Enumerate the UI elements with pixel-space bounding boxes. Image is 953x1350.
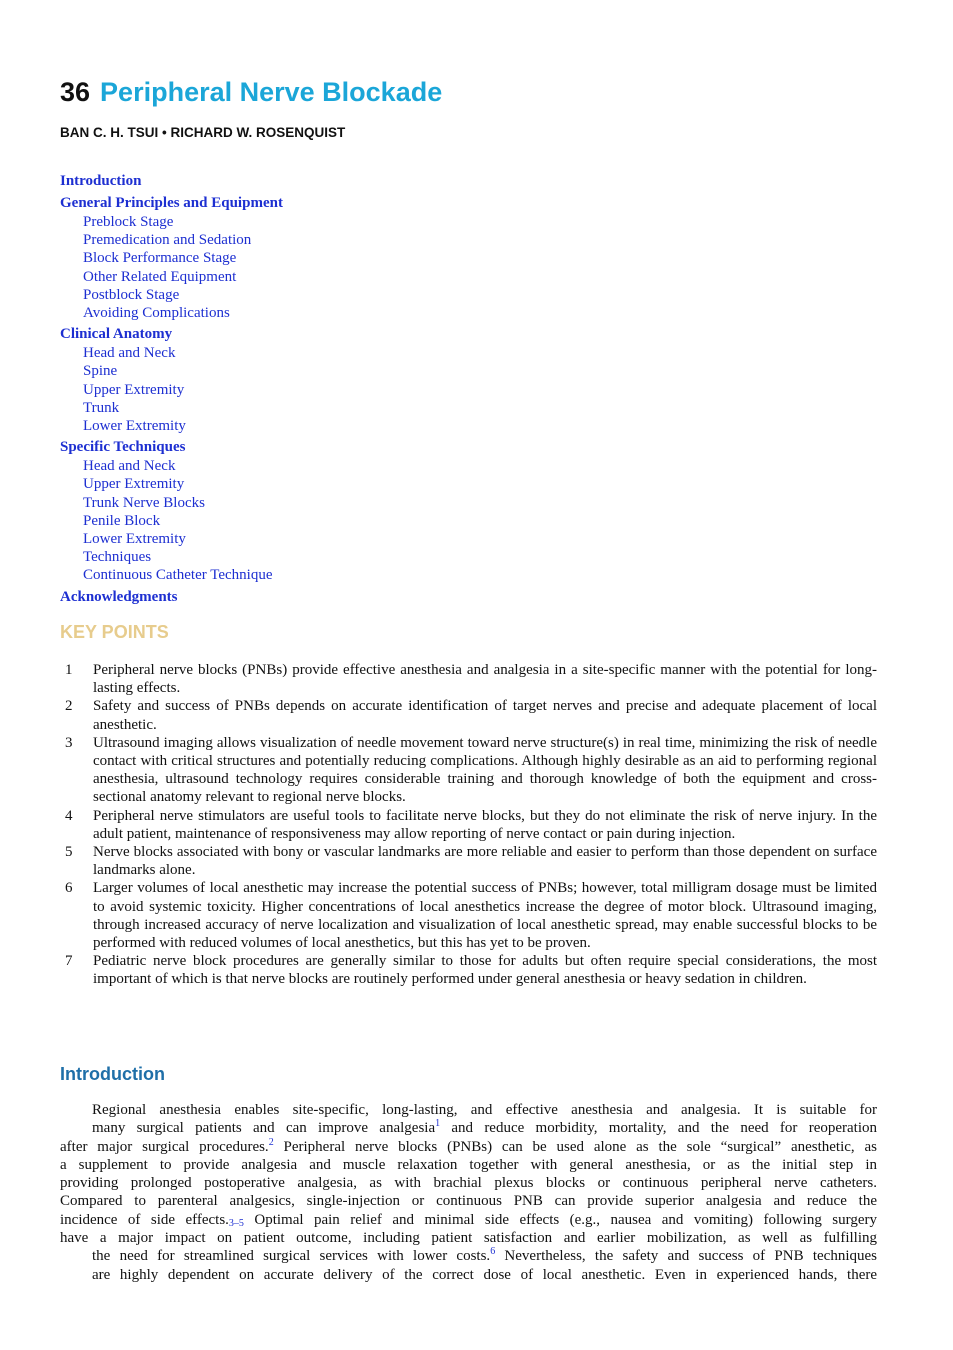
- text-run: Peripheral nerve blocks (PNBs) can be used alone as the sole “surgical” anesthetic, as: [273, 1138, 877, 1155]
- text-run: Compared to parenteral analgesics, single-injection or continuous PNB can provide superior analgesia and reduce the: [60, 1193, 877, 1210]
- key-point: [60, 807, 877, 843]
- paragraph-line: [60, 1229, 877, 1247]
- key-point-number: 1: [65, 662, 73, 678]
- outline-link-tech-head-neck[interactable]: Head and Neck: [83, 458, 176, 475]
- outline-link-tech-trunk-nerve-blocks[interactable]: Trunk Nerve Blocks: [83, 494, 205, 511]
- citation-link[interactable]: 2: [268, 1136, 274, 1148]
- key-point-text: Ultrasound imaging allows visualization of needle movement toward nerve structure(s) in real time, minimizing the risk of needle contact with critical structures and potentially reducing complications. Although highly desirable as an aid to performing regional anesthesia, ultrasound technology requires considerable training and thorough knowledge of both the equipment and cross-sectional anatomy relevant to regional nerve blocks.: [93, 734, 877, 806]
- introduction-paragraph: [60, 1101, 877, 1284]
- chapter-title: Peripheral Nerve Blockade: [100, 77, 443, 107]
- outline-link-tech-techniques[interactable]: Techniques: [83, 549, 152, 566]
- key-point-number: 4: [65, 807, 73, 824]
- key-point-number: 7: [65, 953, 73, 970]
- key-point-text: Pediatric nerve block procedures are generally similar to those for adults but often require special considerations, the most important of which is that nerve blocks are routinely performed under general anesthesia or heavy sedation in children.: [93, 953, 877, 988]
- text-run: providing prolonged postoperative analgesia, as with brachial plexus blocks or continuous peripheral nerve catheters.: [60, 1175, 877, 1192]
- key-point-number: 6: [65, 880, 73, 897]
- text-run: a supplement to provide analgesia and muscle relaxation together with general anesthesia, or as the initial step in: [60, 1156, 877, 1173]
- text-run: have a major impact on patient outcome, including patient satisfaction and earlier mobilization, as well as fulfilling: [60, 1230, 877, 1247]
- citation-link[interactable]: 1: [435, 1118, 441, 1130]
- key-point: [60, 879, 877, 952]
- outline-link-general-principles[interactable]: General Principles and Equipment: [60, 195, 283, 211]
- text-run: Regional anesthesia enables site-specific, long-lasting, and effective anesthesia and analgesia. It is suitable for: [92, 1102, 877, 1118]
- key-point-number: 2: [65, 698, 73, 715]
- chapter-number: 36: [60, 77, 91, 107]
- paragraph-line: [60, 1138, 877, 1156]
- key-point: [60, 697, 877, 733]
- key-point: [60, 661, 877, 697]
- key-point-text: Peripheral nerve blocks (PNBs) provide effective anesthesia and analgesia in a site-specific manner with the potential for long-lasting effects.: [93, 662, 877, 697]
- outline-link-premedication[interactable]: Premedication and Sedation: [83, 232, 252, 249]
- citation-link[interactable]: 3–5: [228, 1217, 244, 1229]
- key-points-list: [60, 661, 877, 989]
- text-run: incidence of side effects.: [60, 1211, 229, 1228]
- text-run: and reduce morbidity, mortality, and the need for reoperation: [440, 1120, 877, 1137]
- outline-link-anatomy-lower-extremity[interactable]: Lower Extremity: [83, 418, 186, 435]
- text-run: Optimal pain relief and minimal side effects (e.g., nausea and vomiting) following surgery: [243, 1211, 877, 1228]
- chapter-outline: [60, 172, 283, 607]
- citation-link[interactable]: 6: [490, 1246, 496, 1258]
- outline-link-acknowledgments[interactable]: Acknowledgments: [60, 588, 178, 605]
- key-point: [60, 734, 877, 807]
- outline-link-tech-penile-block[interactable]: Penile Block: [83, 512, 161, 529]
- text-run: the need for streamlined surgical services with lower costs.: [92, 1248, 491, 1265]
- outline-link-block-performance[interactable]: Block Performance Stage: [83, 250, 237, 267]
- paragraph-line: [60, 1192, 877, 1210]
- outline-link-introduction[interactable]: Introduction: [60, 173, 142, 189]
- outline-link-specific-techniques[interactable]: Specific Techniques: [60, 439, 186, 456]
- chapter-heading: [60, 77, 442, 108]
- key-point: [60, 952, 877, 988]
- outline-link-tech-lower-extremity[interactable]: Lower Extremity: [83, 531, 186, 548]
- outline-link-postblock-stage[interactable]: Postblock Stage: [83, 286, 180, 303]
- introduction-heading: Introduction: [60, 1064, 165, 1084]
- paragraph-line: [60, 1119, 877, 1137]
- outline-link-anatomy-head-neck[interactable]: Head and Neck: [83, 345, 176, 362]
- outline-link-tech-continuous-catheter[interactable]: Continuous Catheter Technique: [83, 567, 273, 584]
- outline-link-avoiding-complications[interactable]: Avoiding Complications: [83, 305, 230, 322]
- key-point-text: Larger volumes of local anesthetic may increase the potential success of PNBs; however, total milligram dosage must be limited to avoid systemic toxicity. Higher concentrations of local anesthetics increase the degree of motor block. Ultrasound imaging, through increased accuracy of nerve localization and visualization of local anesthetic spread, may enable successful blocks to be performed with reduced volumes of local anesthetics, but this has yet to be proven.: [93, 880, 877, 952]
- key-point-text: Nerve blocks associated with bony or vascular landmarks are more reliable and easier to perform than those dependent on surface landmarks alone.: [93, 844, 877, 879]
- text-run: after major surgical procedures.: [60, 1138, 269, 1155]
- paragraph-line: [60, 1174, 877, 1192]
- paragraph-line: [60, 1101, 877, 1119]
- outline-link-anatomy-spine[interactable]: Spine: [83, 363, 118, 380]
- key-points-heading: KEY POINTS: [60, 622, 169, 642]
- outline-link-anatomy-upper-extremity[interactable]: Upper Extremity: [83, 381, 185, 398]
- key-point-text: Safety and success of PNBs depends on accurate identification of target nerves and precise and adequate placement of local anesthetic.: [93, 698, 877, 733]
- paragraph-line: [60, 1266, 877, 1284]
- paragraph-line: [60, 1211, 877, 1229]
- outline-link-preblock-stage[interactable]: Preblock Stage: [83, 214, 174, 230]
- text-run: many surgical patients and can improve analgesia: [92, 1120, 436, 1137]
- outline-link-related-equipment[interactable]: Other Related Equipment: [83, 268, 237, 285]
- text-run: Nevertheless, the safety and success of PNB techniques: [495, 1248, 877, 1265]
- key-point-text: Peripheral nerve stimulators are useful tools to facilitate nerve blocks, but they do not eliminate the risk of nerve injury. In the adult patient, maintenance of responsiveness may allow reporting of nerve contact or pain during injection.: [93, 807, 877, 842]
- outline-link-tech-upper-extremity[interactable]: Upper Extremity: [83, 476, 185, 493]
- key-point-number: 5: [65, 844, 73, 861]
- key-point: [60, 843, 877, 879]
- paragraph-line: [60, 1156, 877, 1174]
- key-point-number: 3: [65, 734, 73, 751]
- chapter-authors: BAN C. H. TSUI • RICHARD W. ROSENQUIST: [60, 125, 346, 140]
- text-run: are highly dependent on accurate delivery of the correct dose of local anesthetic. Even in experienced hands, there: [92, 1266, 877, 1283]
- outline-link-anatomy-trunk[interactable]: Trunk: [83, 399, 120, 416]
- paragraph-line: [60, 1247, 877, 1265]
- outline-link-clinical-anatomy[interactable]: Clinical Anatomy: [60, 326, 173, 343]
